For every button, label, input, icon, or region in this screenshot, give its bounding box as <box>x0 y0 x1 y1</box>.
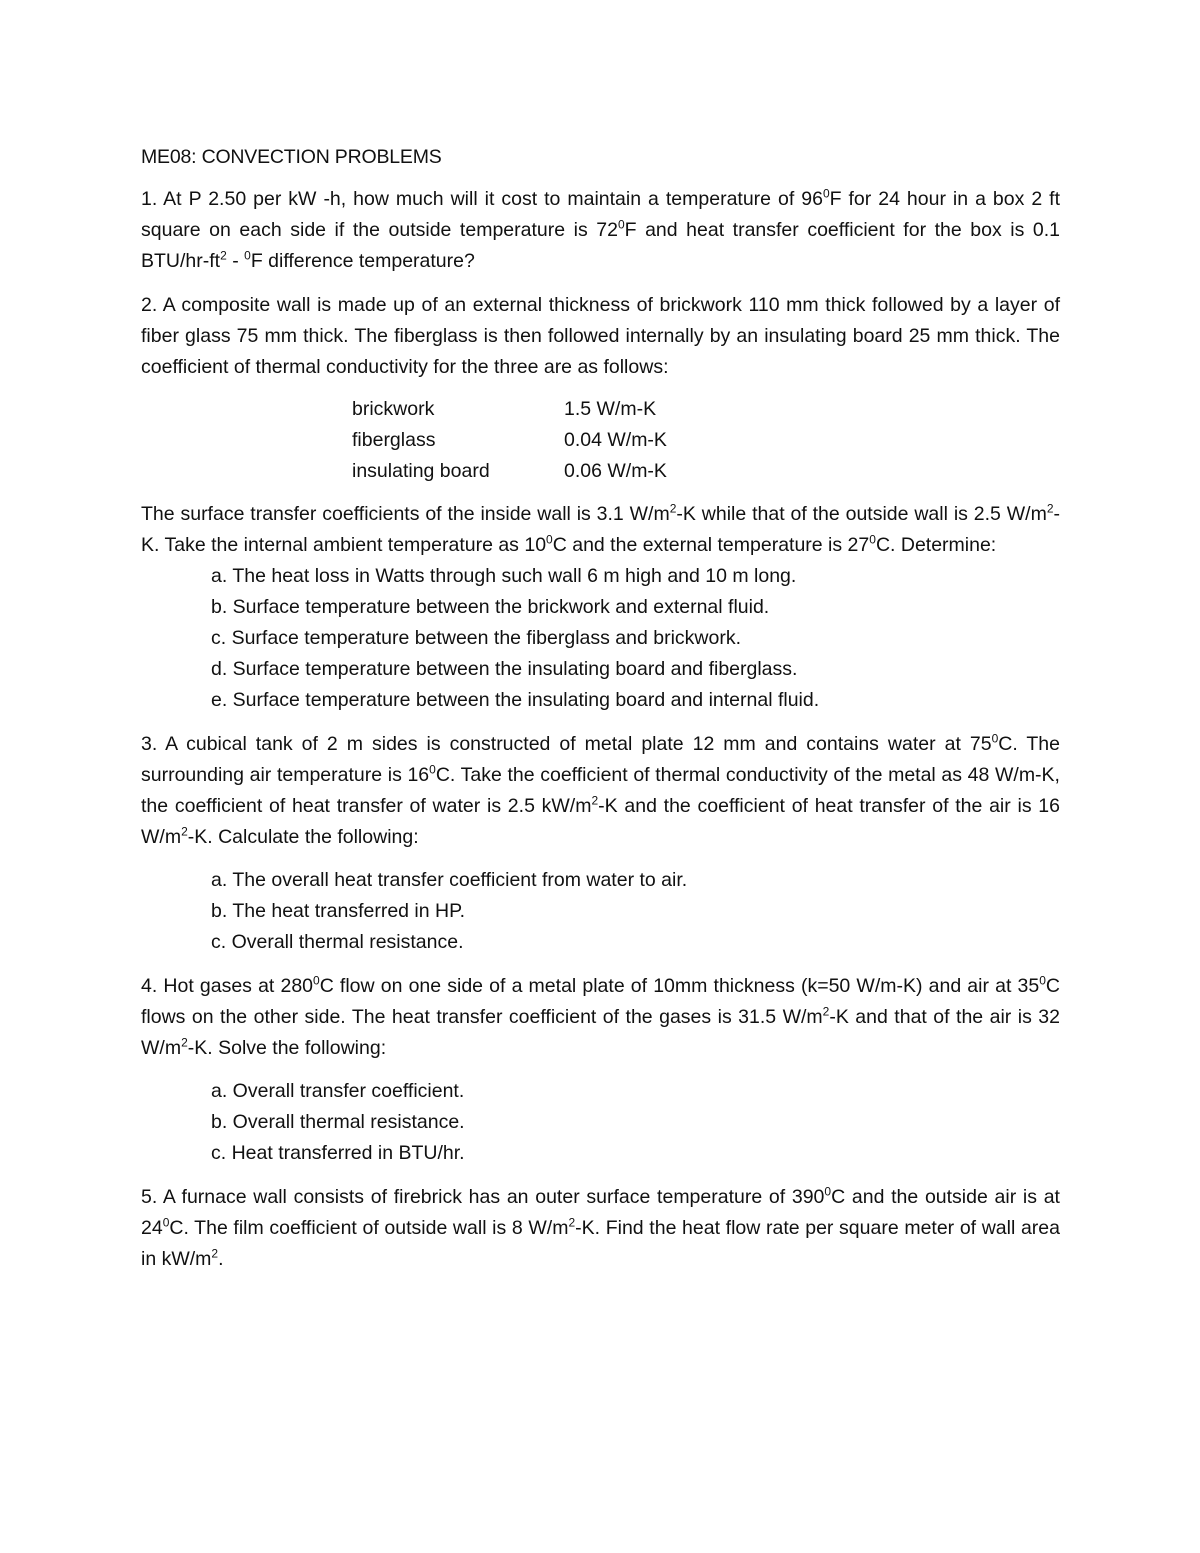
material-k: 0.06 W/m-K <box>564 460 667 482</box>
list-item: b. Overall thermal resistance. <box>211 1111 465 1133</box>
problem-4 <box>141 971 1060 1169</box>
list-item: a. The heat loss in Watts through such wall 6 m high and 10 m long. <box>211 565 797 587</box>
problem-2-conditions: The surface transfer coefficients of the inside wall is 3.1 $W/m^2-K$ while that of the outside wall is 2.5 $W/m^2-K$. Take the internal ambient temperature as $10^0C$ and the external temperature is $27^0C$. Determine: <box>141 501 1061 556</box>
material-name: fiberglass <box>352 429 436 451</box>
problem-1 <box>141 184 1060 277</box>
conductivity-table <box>352 394 1060 487</box>
problem-3-text: 3. A cubical tank of 2 m sides is constructed of metal plate 12 mm and contains water at $75^0C$. The surrounding air temperature is $16^0C$. Take the coefficient of thermal conductivity of the metal as 48 W/m-K, the coefficient of heat transfer of water is 2.5 $kW/m^2-K$ and the coefficient of heat transfer of the air is 16 $W/m^2-K$. Calculate the following: <box>141 731 1060 848</box>
document-title: ME08: CONVECTION PROBLEMS <box>141 146 442 168</box>
problem-3-items <box>211 865 1060 958</box>
list-item: a. The overall heat transfer coefficient from water to air. <box>211 869 688 891</box>
list-item: c. Overall thermal resistance. <box>211 931 464 953</box>
problem-2 <box>141 290 1060 716</box>
list-item: b. Surface temperature between the brickwork and external fluid. <box>211 596 770 618</box>
material-name: brickwork <box>352 398 435 420</box>
list-item: c. Heat transferred in BTU/hr. <box>211 1142 465 1164</box>
problem-5 <box>141 1182 1060 1275</box>
material-k: 0.04 W/m-K <box>564 429 667 451</box>
list-item: a. Overall transfer coefficient. <box>211 1080 465 1102</box>
material-name: insulating board <box>352 460 490 482</box>
list-item: c. Surface temperature between the fiberglass and brickwork. <box>211 627 742 649</box>
problem-2-intro: 2. A composite wall is made up of an external thickness of brickwork 110 mm thick followed by a layer of fiber glass 75 mm thick. The fiberglass is then followed internally by an insulating board 25 mm thick. The coefficient of thermal conductivity for the three are as follows: <box>141 294 1060 378</box>
problem-2-items <box>211 561 1060 716</box>
problem-5-text: 5. A furnace wall consists of firebrick has an outer surface temperature of $390^0C$ and the outside air is at $24^0C$. The film coefficient of outside wall is 8 $W/m^2-K$. Find the heat flow rate per square meter of wall area in $kW/m^2$. <box>141 1184 1060 1270</box>
list-item: b. The heat transferred in HP. <box>211 900 466 922</box>
material-k: 1.5 W/m-K <box>564 398 657 420</box>
list-item: d. Surface temperature between the insulating board and fiberglass. <box>211 658 798 680</box>
problem-4-items <box>211 1076 1060 1169</box>
problem-4-text: 4. Hot gases at $280^0C$ flow on one side of a metal plate of 10mm thickness (k=50 W/m-K) and air at $35^0C$ flows on the other side. The heat transfer coefficient of the gases is 31.5 $W/m^2-K$ and that of the air is 32 $W/m^2-K$. Solve the following: <box>141 973 1060 1059</box>
problem-3 <box>141 729 1060 958</box>
problem-1-text: 1. At P 2.50 per kW -h, how much will it cost to maintain a temperature of $96^0F$ for 24 hour in a box 2 ft square on each side if the outside temperature is $72^0F$ and heat transfer coefficient for the box is 0.1 BTU/$hr-ft^2 - ^0F$ difference temperature? <box>141 186 1060 272</box>
list-item: e. Surface temperature between the insulating board and internal fluid. <box>211 689 820 711</box>
